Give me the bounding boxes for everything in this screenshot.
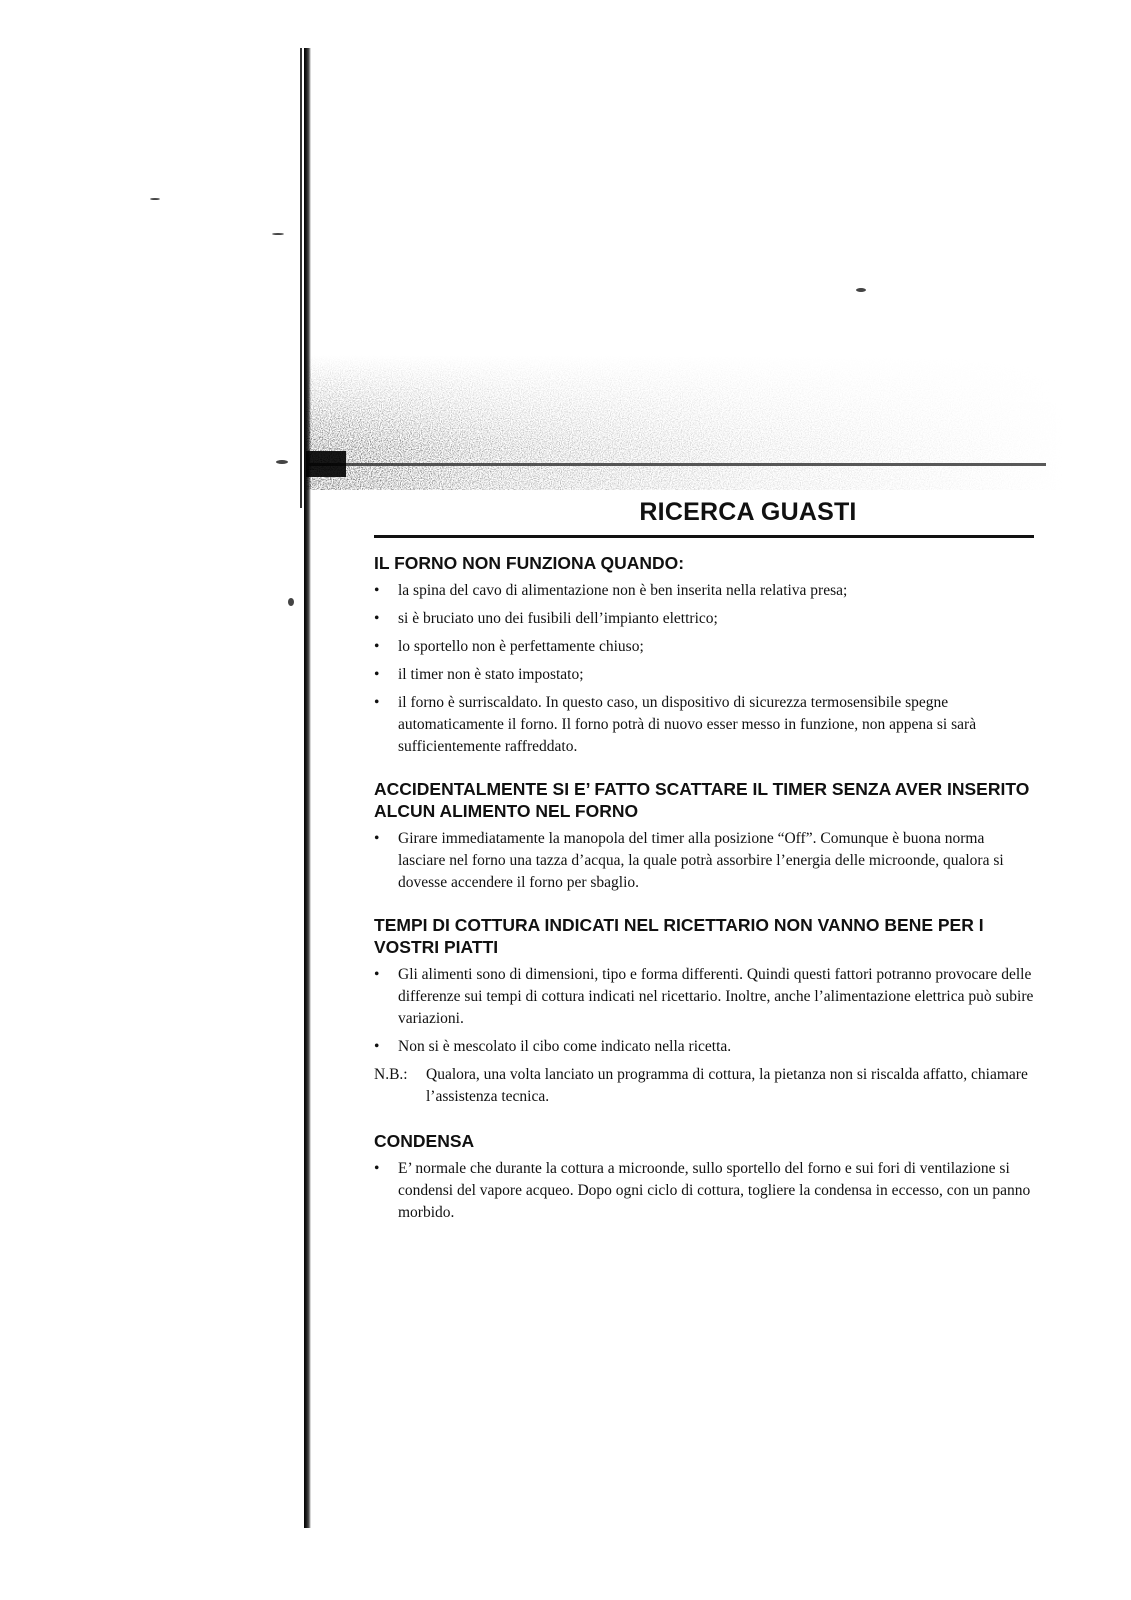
section-heading: ACCIDENTALMENTE SI E’ FATTO SCATTARE IL TIMER SENZA AVER INSERITO ALCUN ALIMENTO NEL FORNO bbox=[374, 779, 1030, 821]
page-title: RICERCA GUASTI bbox=[639, 498, 857, 526]
scan-speck bbox=[272, 233, 284, 235]
section-heading: TEMPI DI COTTURA INDICATI NEL RICETTARIO NON VANNO BENE PER I VOSTRI PIATTI bbox=[374, 915, 984, 957]
bullet-icon: • bbox=[374, 582, 380, 599]
section-list bbox=[374, 964, 1034, 1058]
bullet-icon: • bbox=[374, 638, 380, 655]
list-item bbox=[374, 608, 1034, 630]
scan-speck bbox=[150, 198, 160, 200]
bullet-icon: • bbox=[374, 610, 380, 627]
list-item bbox=[374, 664, 1034, 686]
scan-speck bbox=[856, 288, 866, 292]
section-list bbox=[374, 828, 1034, 894]
list-item-text: Girare immediatamente la manopola del timer alla posizione “Off”. Comunque è buona norma lasciare nel forno una tazza d’acqua, la quale potrà assorbire l’energia delle microonde, qualora si dovesse accendere il forno per sbaglio. bbox=[398, 830, 1004, 891]
bullet-icon: • bbox=[374, 666, 380, 683]
list-item-text: Gli alimenti sono di dimensioni, tipo e forma differenti. Quindi questi fattori potranno provocare delle differenze sui tempi di cottura indicati nel ricettario. Inoltre, anche l’alimentazione elettrica può subire variazioni. bbox=[398, 966, 1034, 1027]
scan-speck bbox=[276, 460, 288, 464]
section-heading: IL FORNO NON FUNZIONA QUANDO: bbox=[374, 553, 685, 573]
list-item-text: E’ normale che durante la cottura a microonde, sullo sportello del forno e sui fori di ventilazione si condensi del vapore acqueo. Dopo ogni ciclo di cottura, togliere la condensa in eccesso, con un panno morbido. bbox=[398, 1160, 1031, 1221]
list-item bbox=[374, 636, 1034, 658]
list-item-text: lo sportello non è perfettamente chiuso; bbox=[398, 638, 644, 655]
list-item bbox=[374, 964, 1034, 1030]
section-list bbox=[374, 580, 1034, 758]
section-heading: CONDENSA bbox=[374, 1131, 475, 1151]
section-forno-non-funziona bbox=[374, 552, 1034, 758]
troubleshooting-content bbox=[374, 498, 1034, 1244]
list-item bbox=[374, 828, 1034, 894]
list-item-text: il forno è surriscaldato. In questo caso, un dispositivo di sicurezza termosensibile spegne automaticamente il forno. Il forno potrà di nuovo esser messo in funzione, non appena si sarà sufficientemente raffreddato. bbox=[398, 694, 977, 755]
list-item-text: il timer non è stato impostato; bbox=[398, 666, 584, 683]
bullet-icon: • bbox=[374, 694, 380, 711]
list-item bbox=[374, 580, 1034, 602]
nb-label: N.B.: bbox=[374, 1066, 408, 1083]
bullet-icon: • bbox=[374, 1160, 380, 1177]
nb-text: Qualora, una volta lanciato un programma di cottura, la pietanza non si riscalda affatto, chiamare l’assistenza tecnica. bbox=[426, 1066, 1028, 1105]
nb-note bbox=[374, 1064, 1034, 1108]
list-item-text: si è bruciato uno dei fusibili dell’impianto elettrico; bbox=[398, 610, 718, 627]
list-item bbox=[374, 692, 1034, 758]
section-timer-senza-alimento bbox=[374, 778, 1034, 894]
section-tempi-cottura bbox=[374, 914, 1034, 1108]
binding-edge bbox=[304, 48, 311, 1528]
scan-speck bbox=[288, 598, 294, 606]
bullet-icon: • bbox=[374, 830, 380, 847]
section-list bbox=[374, 1158, 1034, 1224]
scan-smudge bbox=[306, 355, 1066, 490]
list-item bbox=[374, 1158, 1034, 1224]
title-rule bbox=[374, 535, 1034, 538]
bullet-icon: • bbox=[374, 1038, 380, 1055]
binding-edge-shadow bbox=[300, 48, 302, 508]
list-item-text: Non si è mescolato il cibo come indicato nella ricetta. bbox=[398, 1038, 732, 1055]
section-condensa bbox=[374, 1130, 1034, 1224]
bullet-icon: • bbox=[374, 966, 380, 983]
list-item-text: la spina del cavo di alimentazione non è ben inserita nella relativa presa; bbox=[398, 582, 848, 599]
list-item bbox=[374, 1036, 1034, 1058]
